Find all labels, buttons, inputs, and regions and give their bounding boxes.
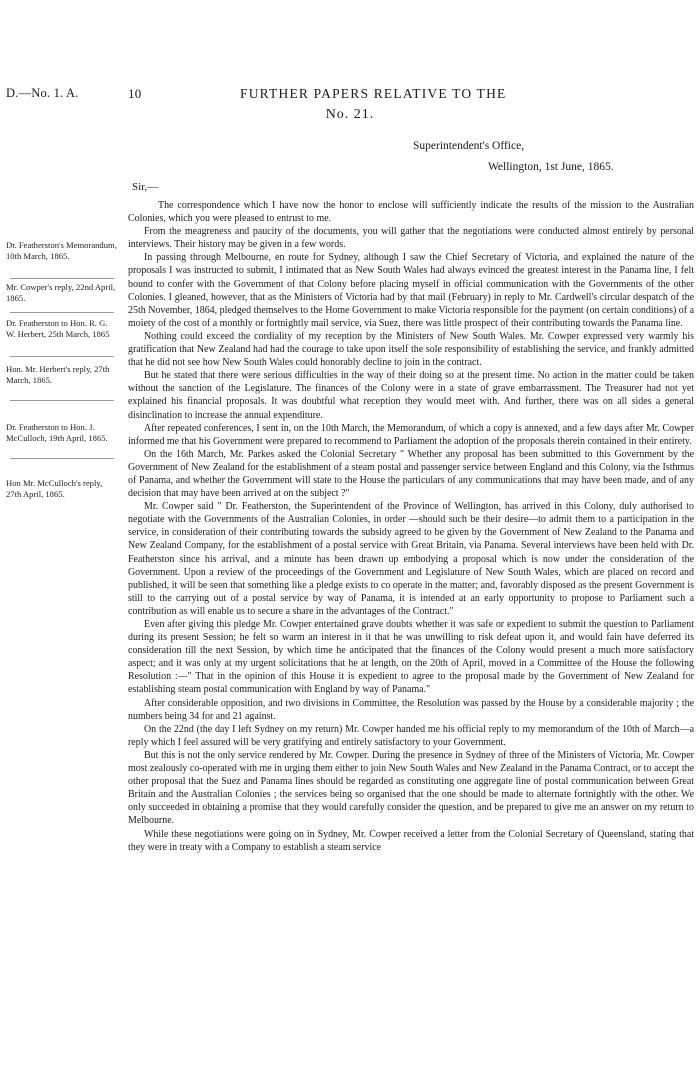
- paragraph: In passing through Melbourne, en route for Sydney, although I saw the Chief Secretary of Victoria, and explained the nature of the proposals I was instructed to submit, I intimated that as New South Wales had always evinced the greatest interest in the Panama line, I felt bound to confer with the Government of that Colony before placing myself in official communication with the Governments of the other Colonies. I gleaned, however, that as the Ministers of Victoria had by that mail (February) in reply to Mr. Cardwell's circular despatch of the 25th November, 1864, pledged themselves to the Home Government to make Victoria responsible for the payment (on certain conditions) of a moiety of the cost of a monthly or fortnightly mail service, via Suez, there was little prospect of their contributing towards the Panama line.: [128, 252, 694, 329]
- margin-note: Dr. Featherston to Hon. R. G. W. Herbert, 25th March, 1865: [6, 318, 110, 340]
- letter-body: [128, 199, 694, 854]
- margin-note: Hon. Mr. Herbert's reply, 27th March, 1865.: [6, 364, 110, 386]
- paragraph: Mr. Cowper said " Dr. Featherston, the Superintendent of the Province of Wellington, has arrived in this Colony, duly authorised to negotiate with the Governments of the Australian Colonies, in order —should such be their desire—to admit them to a participation in the service, in consideration of their contributing towards the subsidy agreed to be given by the Government of New Zealand to the Panama and New Zealand Company, for the establishment of a postal service with Great Britain, via Panama. Several interviews have been held with Dr. Featherston since his arrival, and a minute has been drawn up embodying a proposal which is now under the consideration of the Government. Upon a review of the proceedings of the Government and Legislature of New South Wales, which are placed on record and published, it will be seen that something like a pledge exists to co operate in the matter; and, favorably disposed as the present Government is still to the carrying out of a postal service by way of Panama, it is intended at an early opportunity to propose to Parliament such a contribution as will enable us to secure a share in the advantages of the Contract.": [128, 501, 694, 617]
- document-code: D.—No. 1. A.: [6, 86, 79, 100]
- letterhead-dateline: Wellington, 1st June, 1865.: [488, 161, 614, 173]
- salutation: Sir,—: [132, 181, 159, 193]
- page-number: 10: [128, 86, 142, 101]
- letterhead-office: Superintendent's Office,: [413, 140, 525, 152]
- margin-divider: [10, 278, 114, 279]
- paragraph: After repeated conferences, I sent in, on the 10th March, the Memorandum, of which a copy is annexed, and a few days after Mr. Cowper informed me that his Government were prepared to recommend to Parliament the adoption of the proposals therein contained in their entirety.: [128, 422, 694, 447]
- paragraph: Even after giving this pledge Mr. Cowper entertained grave doubts whether it was safe or expedient to submit the question to Parliament during its present Session; he felt so warm an interest in it that he was unwilling to risk defeat upon it, and would fain have deferred its consideration till the next Session, by which time he anticipated that the finances of the Colony would present a much more satisfactory aspect; and it was only at my urgent solicitations that he at length, on the 20th of April, moved in a Committee of the House the following Resolution :—" That in the opinion of this House it is expedient to agree to the proposal made by the Government of New Zealand for establishing steam postal communication with England by way of Panama.": [128, 619, 694, 696]
- margin-note: Dr. Featherston's Memorandum, 10th March, 1865.: [6, 240, 117, 262]
- paragraph: The correspondence which I have now the honor to enclose will sufficiently indicate the results of the mission to the Australian Colonies, which you were pleased to entrust to me.: [128, 200, 694, 225]
- margin-note: Mr. Cowper's reply, 22nd April, 1865.: [6, 282, 116, 304]
- paragraph: On the 22nd (the day I left Sydney on my return) Mr. Cowper handed me his official reply to my memorandum of the 10th of March—a reply which I feel assured will be very gratifying and entirely satisfactory to your Government.: [128, 723, 694, 748]
- paragraph: Nothing could exceed the cordiality of my reception by the Ministers of New South Wales. Mr. Cowper expressed very warmly his gratification that New Zealand had had the courage to take upon itself the sole responsibility of establishing the service, and frankly admitted that he did not see how New South Wales could honorably decline to join in the contract.: [128, 330, 694, 369]
- paragraph: On the 16th March, Mr. Parkes asked the Colonial Secretary " Whether any proposal has been submitted to this Government by the Government of New Zealand for the establishment of a steam postal and passenger service between England and this Colony, via the Isthmus of Panama, and whether the Government will state to the House the particulars of any communications that may have been made, and of any decision that may have been arrived at on the subject ?": [128, 448, 694, 500]
- paragraph: From the meagreness and paucity of the documents, you will gather that the negotiations were conducted almost entirely by personal interviews. Their history may be given in a few words.: [128, 226, 694, 251]
- paragraph: After considerable opposition, and two divisions in Committee, the Resolution was passed by the House by a considerable majority ; the numbers being 34 for and 21 against.: [128, 697, 694, 722]
- margin-divider: [10, 312, 114, 313]
- paragraph: But he stated that there were serious difficulties in the way of their doing so at the present time. No action in the matter could be taken without the sanction of the Legislature. The finances of the Colony were in a state of grave embarrassment. The Treasurer had not yet explained his financial proposals. It was doubtful what reception they would meet with. And further, there was on all sides a general disinclination to increase the annual expenditure.: [128, 370, 694, 421]
- margin-divider: [10, 400, 114, 401]
- margin-divider: [10, 458, 114, 459]
- paragraph: But this is not the only service rendered by Mr. Cowper. During the presence in Sydney of three of the Ministers of Victoria, Mr. Cowper most zealously co-operated with me in urging them either to join New South Wales and New Zealand in the Panama Contract, or to accept the other proposal that the Suez and Panama lines should be regarded as constituting one aggregate line of postal communication between Great Britain and the Australian Colonies ; the services being so organised that the one should be made to alternate fortnightly with the other. We only succeeded in obtaining a promise that they would carefully consider the question, and be prepared to give me an answer on my return to Melbourne.: [128, 749, 694, 827]
- running-title: FURTHER PAPERS RELATIVE TO THE: [240, 86, 507, 101]
- margin-note: Hon Mr. McCulloch's reply, 27th April, 1865.: [6, 478, 103, 500]
- document-number: No. 21.: [325, 107, 375, 122]
- paragraph: While these negotiations were going on in Sydney, Mr. Cowper received a letter from the Colonial Secretary of Queensland, stating that they were in treaty with a Company to establish a steam service: [128, 828, 694, 853]
- margin-divider: [10, 356, 114, 357]
- margin-note: Dr. Featherston to Hon. J. McCulloch, 19th April, 1865.: [6, 422, 108, 444]
